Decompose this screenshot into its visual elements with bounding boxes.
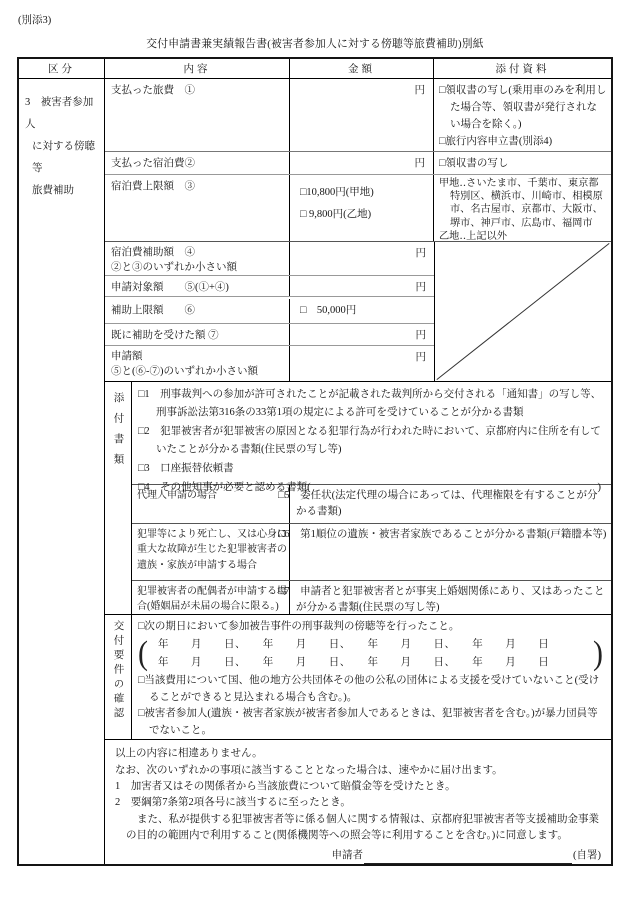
declaration-line-1: 以上の内容に相違ありません。	[115, 748, 263, 760]
otsuchi-note: 乙地‥上記以外	[439, 231, 507, 243]
doc-item-5-checkbox-item: □5 委任状(法定代理の場合にあっては、代理権限を有することが分かる書類)	[278, 489, 598, 517]
row-application-amount	[105, 346, 434, 381]
lodging-cap-content-cell: 宿泊費上限額 ③	[105, 175, 290, 241]
doc-item-6-checkbox-item: □6 第1順位の遺族・被害者家族であることが分かる書類(戸籍謄本等)	[278, 529, 607, 541]
grant-requirements-section	[105, 615, 611, 741]
doc-item-3-checkbox-item: □3 口座振替依頼書	[138, 463, 234, 475]
table-header-row	[19, 59, 611, 79]
attached-documents-items	[132, 382, 611, 493]
row-subsidy-cap	[105, 297, 434, 324]
hearing-date-lines	[148, 636, 593, 672]
header-category: 区分	[19, 59, 105, 78]
requirement-3-checkbox-item: □被害者参加人(遺族・被害者家族が被害者参加人であるときは、犯罪被害者を含む。)が暴力団員等でないこと。	[138, 708, 598, 736]
grant-requirements-vertical-label	[105, 615, 132, 740]
already-received-content-cell: 既に補助を受けた額 ⑦	[105, 324, 290, 345]
doc-item-1-checkbox-item: □1 刑事裁判への参加が許可されたことが記載された裁判所から交付される「通知書」の写し等、刑事訴訟法第316条の33第1項の規定による許可を受けていることが分かる書類	[138, 388, 602, 419]
row-lodging-expenses	[105, 152, 611, 175]
lodging-content-cell: 支払った宿泊費②	[105, 152, 290, 174]
attached-documents-section	[105, 382, 611, 615]
signature-row	[115, 848, 603, 864]
declaration-section	[105, 740, 611, 864]
attached-documents-label-text: 添付書類	[112, 391, 124, 474]
travel-amount-cell: 円	[290, 79, 434, 151]
kochi-cities-note: 甲地‥さいたま市、千葉市、東京都特別区、横浜市、川崎市、相模原市、名古屋市、京都市、大阪市、堺市、神戸市、広島市、福岡市	[439, 177, 603, 229]
hearing-date-line-2: 年 月 日、 年 月 日、 年 月 日、 年 月 日	[158, 657, 550, 669]
doc-item-7-checkbox-item: □7 申請者と犯罪被害者とが事実上婚姻関係にあり、又はあったことが分かる書類(住民票の写し等)	[278, 585, 605, 613]
self-signature-note: (自署)	[573, 849, 601, 861]
receipt-copy-checkbox-item: □領収書の写し(乗用車のみを利用した場合等、領収書が発行されない場合を除く。)	[439, 85, 607, 130]
category-line-2: に対する傍聴等	[32, 141, 95, 174]
application-amount-rule: ⑤と(⑥-⑦)のいずれか小さい額	[111, 366, 258, 378]
attachment-merged-empty-cell	[434, 242, 611, 381]
header-attachment: 添付資料	[495, 64, 550, 75]
row-travel-expenses	[105, 79, 611, 152]
grant-requirements-label-text: 交付要件の確認	[112, 619, 124, 722]
case-spouse-row	[132, 581, 611, 614]
application-amount-amount-cell: 円	[415, 352, 426, 364]
lodging-attachment-cell	[434, 152, 611, 174]
application-form-table	[17, 57, 613, 866]
lodging-subsidy-label: 宿泊費補助額 ④	[111, 246, 195, 258]
cap-option-kochi-checkbox-item: □10,800円(甲地)	[300, 186, 374, 198]
lodging-amount-cell: 円	[290, 152, 434, 174]
hearing-date-line-1: 年 月 日、 年 月 日、 年 月 日、 年 月 日	[158, 639, 550, 651]
case-spouse-condition: 犯罪被害者の配偶者が申請する場合(婚姻届が未届の場合に限る。)	[132, 581, 290, 614]
open-paren: (	[138, 635, 148, 673]
application-target-content-cell: 申請対象額 ⑤(①+④)	[105, 276, 290, 297]
header-amount: 金額	[290, 59, 434, 78]
travel-statement-checkbox-item: □旅行内容申立書(別添4)	[439, 136, 553, 147]
travel-attachment-cell	[434, 79, 611, 151]
application-amount-label: 申請額	[111, 351, 143, 363]
close-paren: )	[593, 635, 603, 673]
cap-option-otsuchi-checkbox-item: □ 9,800円(乙地)	[300, 208, 372, 220]
header-content: 内容	[105, 59, 290, 78]
requirement-2-checkbox-item: □当該費用について国、他の地方公共団体その他の公私の団体による支援を受けていないこと(受けることができると見込まれる場合も含む。)。	[138, 675, 600, 703]
attachment-number-label: (別添3)	[18, 15, 52, 26]
diagonal-strike-line	[435, 242, 611, 381]
attached-documents-vertical-label	[105, 382, 132, 614]
case-agent-row	[132, 485, 611, 525]
lodging-subsidy-amount-cell: 円	[415, 247, 426, 259]
consent-paragraph: また、私が提供する犯罪被害者等に係る個人に関する情報は、京都府犯罪被害者等支援補助金事業の目的の範囲内で利用すること(関係機関等への照会等に利用することを含む。)に同意します。	[126, 813, 599, 842]
declaration-line-2: なお、次のいずれかの事項に該当することとなった場合は、速やかに届け出ます。	[115, 764, 503, 776]
applicant-label: 申請者	[331, 849, 363, 861]
amount-calculation-block	[105, 242, 611, 382]
subsidy-cap-content-cell: 補助上限額 ⑥	[105, 299, 290, 323]
declaration-item-2: 2 要綱第7条第2項各号に該当するに至ったとき。	[115, 797, 351, 809]
lodging-cap-amount-cell	[290, 175, 434, 241]
application-amount-content-cell	[105, 346, 290, 381]
row-application-target	[105, 276, 434, 298]
subsidy-cap-amount-cell: □ 50,000円	[300, 305, 357, 317]
already-received-amount-cell: 円	[415, 330, 426, 342]
lodging-subsidy-rule: ②と③のいずれか小さい額	[111, 261, 237, 273]
doc-item-4-close-paren: )	[597, 481, 601, 493]
receipt-copy-checkbox-item: □領収書の写し	[439, 158, 509, 169]
case-bereaved-row	[132, 524, 611, 580]
requirement-1-checkbox-item: □次の期日において参加被告事件の刑事裁判の傍聴等を行ったこと。	[138, 620, 460, 632]
travel-content-cell: 支払った旅費 ①	[105, 79, 290, 151]
doc-item-4-text: □4 その他知事が必要と認める書類(	[138, 481, 311, 493]
lodging-cap-attachment-cell	[434, 175, 611, 241]
hearing-dates-block	[138, 635, 605, 673]
application-target-amount-cell: 円	[415, 281, 426, 293]
doc-item-2-checkbox-item: □2 犯罪被害者が犯罪被害の原因となる犯罪行為が行われた時において、京都府内に住所を有していたことが分かる書類(住民票の写し等)	[138, 425, 601, 456]
row-already-received	[105, 324, 434, 346]
category-line-3: 旅費補助	[32, 185, 74, 196]
row-lodging-cap	[105, 175, 611, 242]
row-lodging-subsidy	[105, 242, 434, 276]
case-bereaved-condition: 犯罪等により死亡し、又は心身に重大な故障が生じた犯罪被害者の遺族・家族が申請する場合	[132, 524, 290, 579]
page-title: 交付申請書兼実績報告書(被害者参加人に対する傍聴等旅費補助)別紙	[146, 38, 484, 50]
signature-blank-line	[364, 852, 572, 864]
case-agent-condition: 代理人申請の場合	[132, 485, 290, 524]
category-cell	[19, 79, 105, 864]
category-line-1: 3 被害者参加人	[25, 97, 94, 130]
declaration-item-1: 1 加害者又はその関係者から当該旅費について賠償金等を受けたとき。	[115, 780, 456, 792]
lodging-subsidy-content-cell	[105, 242, 290, 275]
